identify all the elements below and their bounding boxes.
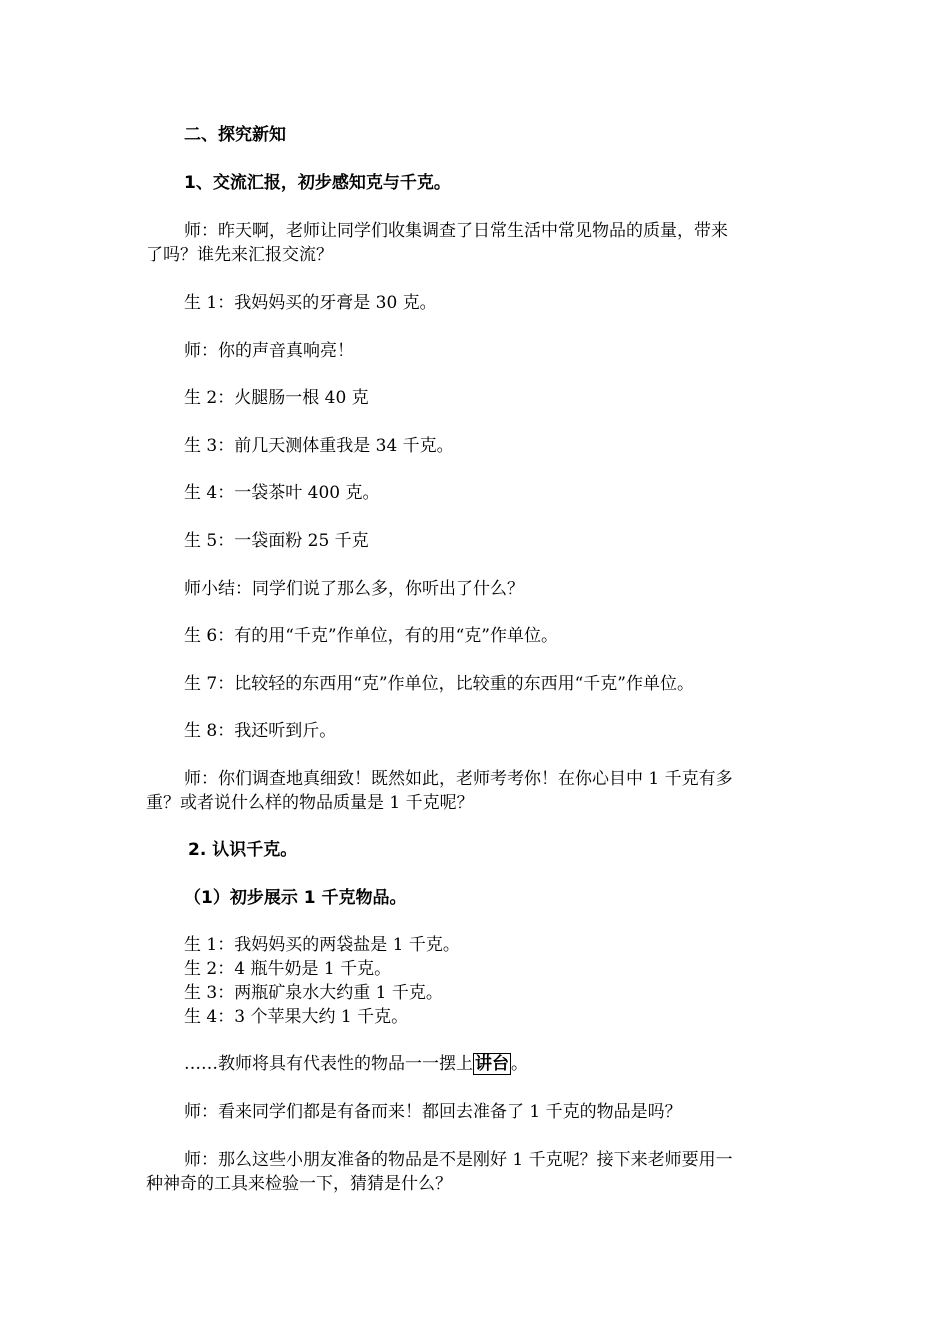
- paragraph-line: 种神奇的工具来检验一下，猜猜是什么？: [146, 1174, 452, 1194]
- subsection-heading: （1）初步展示 1 千克物品。: [184, 888, 407, 908]
- dialogue-line: 生 8：我还听到斤。: [184, 721, 337, 741]
- dialogue-line: 生 4：一袋茶叶 400 克。: [184, 483, 380, 503]
- list-item: 生 3：两瓶矿泉水大约重 1 千克。: [184, 983, 443, 1003]
- subsection-heading: 1、交流汇报，初步感知克与千克。: [184, 173, 451, 193]
- paragraph-line: 师：那么这些小朋友准备的物品是不是刚好 1 千克呢？接下来老师要用一: [184, 1150, 733, 1170]
- dialogue-line: 生 5：一袋面粉 25 千克: [184, 531, 369, 551]
- paragraph-line: [184, 1052, 528, 1076]
- paragraph-line: 重？或者说什么样的物品质量是 1 千克呢？: [146, 793, 474, 813]
- list-item: 生 1：我妈妈买的两袋盐是 1 千克。: [184, 935, 460, 955]
- dialogue-line: 师：看来同学们都是有备而来！都回去准备了 1 千克的物品是吗？: [184, 1102, 682, 1122]
- boxed-word: 讲台: [475, 1054, 509, 1074]
- dialogue-line: 师：你的声音真响亮！: [184, 341, 354, 361]
- paragraph-text: ……教师将具有代表性的物品一一摆上: [184, 1054, 473, 1074]
- dialogue-line: 生 6：有的用“千克”作单位，有的用“克”作单位。: [184, 626, 558, 646]
- subsection-heading: 2. 认识千克。: [188, 840, 298, 860]
- dialogue-line: 师小结：同学们说了那么多，你听出了什么？: [184, 579, 524, 599]
- list-item: 生 2：4 瓶牛奶是 1 千克。: [184, 959, 392, 979]
- paragraph-text: 。: [511, 1054, 528, 1074]
- paragraph-line: 了吗？谁先来汇报交流？: [146, 245, 333, 265]
- dialogue-line: 生 2：火腿肠一根 40 克: [184, 388, 369, 408]
- section-heading: 二、探究新知: [184, 125, 286, 145]
- dialogue-line: 生 1：我妈妈买的牙膏是 30 克。: [184, 293, 437, 313]
- dialogue-line: 生 3：前几天测体重我是 34 千克。: [184, 436, 454, 456]
- paragraph-line: 师：昨天啊，老师让同学们收集调查了日常生活中常见物品的质量，带来: [184, 221, 728, 241]
- paragraph-line: 师：你们调查地真细致！既然如此，老师考考你！在你心目中 1 千克有多: [184, 769, 733, 789]
- dialogue-line: 生 7：比较轻的东西用“克”作单位，比较重的东西用“千克”作单位。: [184, 674, 694, 694]
- list-item: 生 4：3 个苹果大约 1 千克。: [184, 1007, 409, 1027]
